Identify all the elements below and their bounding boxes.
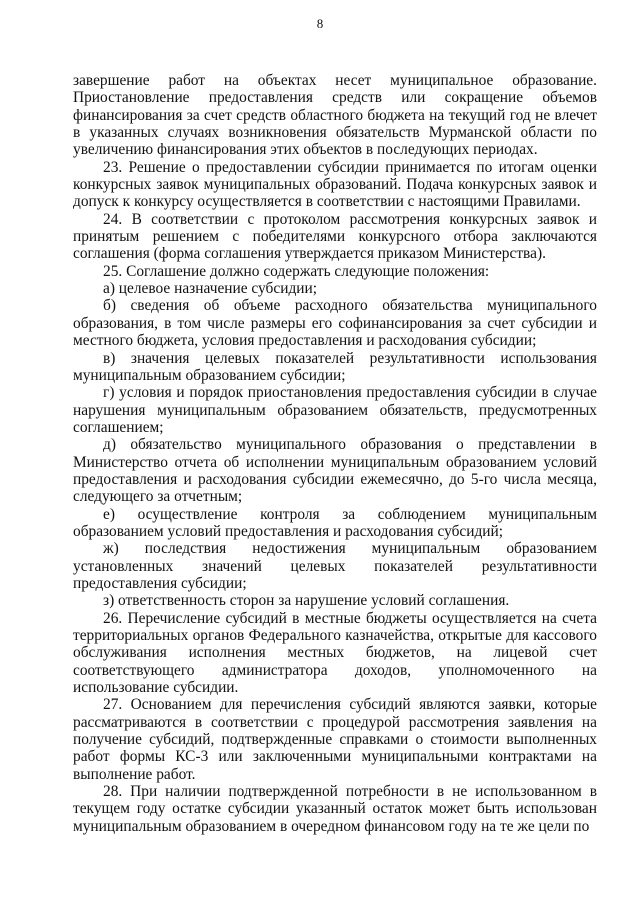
paragraph-23: 23. Решение о предоставлении субсидии принимается по итогам оценки конкурсных заявок муниципальных образований. Подача конкурсных заявок и допуск к конкурсу осуществляется в соответствии с настоящими Правилами. (73, 158, 597, 211)
list-item-zh: ж) последствия недостижения муниципальным образованием установленных значений целевых показателей результативности предоставления субсидии; (73, 540, 597, 592)
list-item-g: г) условия и порядок приостановления предоставления субсидии в случае нарушения муниципальным образованием обязательств, предусмотренных соглашением; (73, 384, 597, 436)
paragraph-28: 28. При наличии подтвержденной потребности в не использованном в текущем году остатке субсидии указанный остаток может быть использован муниципальным образованием в очередном финансовом году на те же цели по (73, 783, 597, 835)
list-item-b: б) сведения об объеме расходного обязательства муниципального образования, в том числе размеры его софинансирования за счет субсидии и местного бюджета, условия предоставления и расходования субсидии; (73, 297, 597, 350)
list-item-a: а) целевое назначение субсидии; (103, 280, 318, 298)
paragraph-24: 24. В соответствии с протоколом рассмотрения конкурсных заявок и принятым решением с победителями конкурсного отбора заключаются соглашения (форма соглашения утверждается приказом Министерства). (73, 210, 597, 263)
list-item-v: в) значения целевых показателей результативности использования муниципальным образованием субсидии; (73, 349, 597, 384)
list-item-d: д) обязательство муниципального образования о представлении в Министерство отчета об исполнении муниципальным образованием условий предоставления и расходования субсидии ежемесячно, до 5-го числа месяца, следующего за отчетным; (73, 436, 597, 506)
paragraph-25: 25. Соглашение должно содержать следующие положения: (103, 262, 490, 280)
paragraph-26: 26. Перечисление субсидий в местные бюджеты осуществляется на счета территориальных органов Федерального казначейства, открытые для кассового обслуживания исполнения местных бюджетов, на лицевой счет соответствующего администратора доходов, уполномоченного на использование субсидии. (73, 609, 597, 697)
paragraph-27: 27. Основанием для перечисления субсидий являются заявки, которые рассматриваются в соответствии с процедурой рассмотрения заявления на получение субсидий, подтвержденные справками о стоимости выполненных работ формы КС-3 или заключенными муниципальными контрактами на выполнение работ. (73, 696, 597, 783)
list-item-e: е) осуществление контроля за соблюдением муниципальным образованием условий предоставления и расходования субсидий; (73, 505, 597, 540)
paragraph-continuation: завершение работ на объектах несет муниципальное образование. Приостановление предоставления средств или сокращение объемов финансирования за счет средств областного бюджета на текущий год не влечет в указанных случаях возникновения обязательств Мурманской области по увеличению финансирования этих объектов в последующих периодах. (73, 72, 597, 159)
document-body (73, 72, 597, 835)
page-number: 8 (316, 16, 324, 31)
list-item-z: з) ответственность сторон за нарушение условий соглашения. (103, 592, 510, 610)
